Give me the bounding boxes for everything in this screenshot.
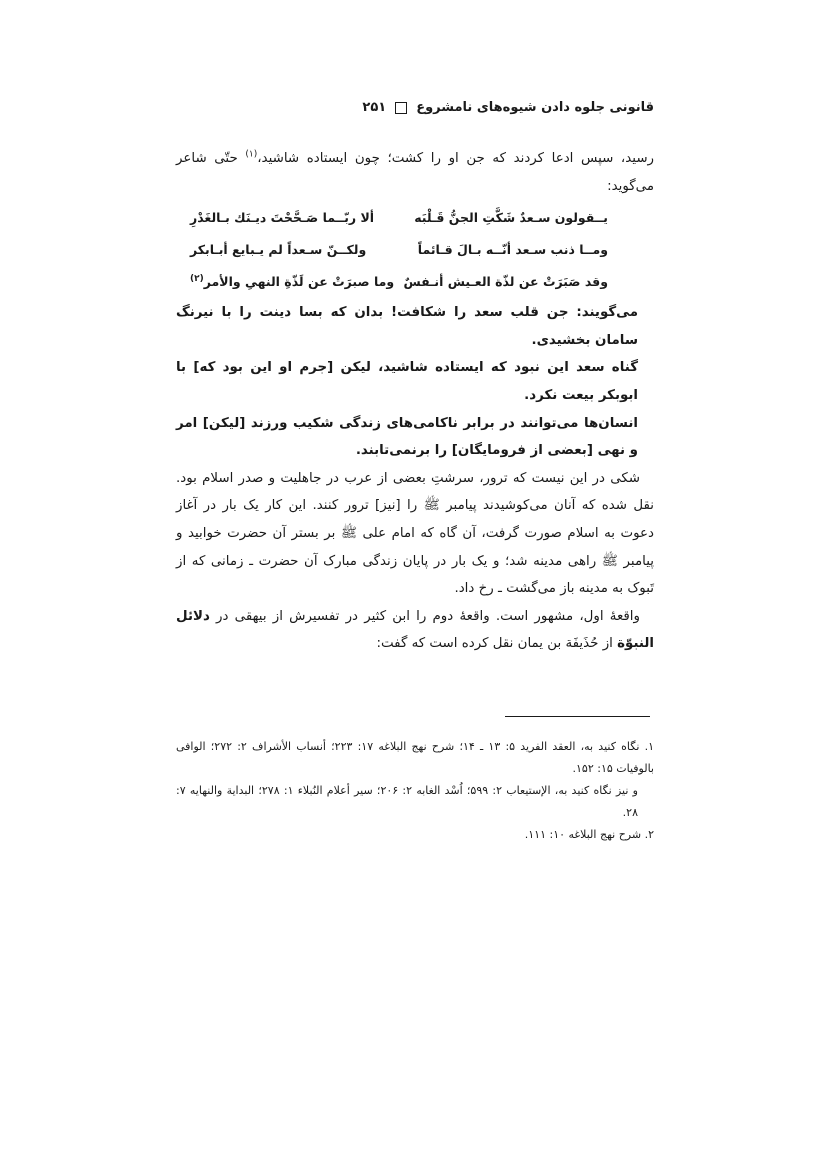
running-title: قانونی جلوه دادن شیوه‌های نامشروع (416, 100, 654, 115)
hemistich-left (190, 268, 394, 296)
paragraph: شکی در این نیست که ترور، سرشتِ بعضی از عرب در جاهلیت و صدر اسلام بود. نقل شده که آنان می‌کوشیدند پیامبر ﷺ را [نیز] ترور کنند. این کار یک بار در آغاز دعوت به اسلام صورت گرفت، آن گاه که امام علی ﷺ بر بستر آن حضرت خوابید و پیامبر ﷺ راهی مدینه شد؛ و یک بار در پایان زندگی مبارک آن حضرت ـ زمانی که از تَبوک به مدینه باز می‌گشت ـ رخ داد. (176, 470, 654, 597)
hemistich-right: یــقولون سـعدٌ شَکَّتِ الجنُّ قَـلْبَه (414, 210, 608, 226)
page-number: ۲۵۱ (362, 100, 387, 115)
poem-verses (176, 204, 654, 296)
paragraph-text: واقعهٔ اول، مشهور است. واقعهٔ دوم را ابن کثیر در تفسیرش از بیهقی در (209, 608, 640, 624)
paragraph-text: از حُذَیفَة بن یمان نقل کرده است که گفت: (376, 636, 618, 652)
hemistich-right: ومــا ذنب سـعد أنّــه بـالَ قـائماً (417, 242, 608, 258)
book-title: دلائل النبوّة (176, 608, 654, 652)
verse-line (176, 204, 654, 232)
hemistich-text: وما صبرَتْ عن لَذّةِ النهیِ والأمر (203, 274, 395, 290)
hemistich-right: وقد صَبَرَتْ عن لذّة العـیش أنـفسٌ (403, 274, 608, 290)
verse-translation: می‌گویند: جن قلب سعد را شکافت! بدان که بسا دینت را با نیرنگ سامان بخشیدی. (176, 305, 638, 348)
footnote: ۱. نگاه کنید به، العقد الفرید ۵: ۱۳ ـ ۱۴؛ شرح نهج البلاغه ۱۷: ۲۲۳؛ أنساب الأشراف ۲: ۲۷۲؛ الوافی بالوفیات ۱۵: ۱۵۲. (176, 740, 655, 775)
running-header (362, 100, 654, 115)
footnote-ref: (۱) (245, 149, 258, 160)
footnote: ۲. شرح نهج البلاغه ۱۰: ۱۱۱. (524, 828, 654, 841)
verse-line (176, 236, 654, 264)
footnote: و نیز نگاه کنید به، الإستیعاب ۲: ۵۹۹؛ اُسْد الغابه ۲: ۲۰۶؛ سیر أعلام النُبلاء ۱: ۲۷۸؛ البدایة والنهایه ۷: ۲۸. (176, 784, 638, 819)
footnote-divider (505, 716, 650, 717)
verse-translation: گناه سعد این نبود که ایستاده شاشید، لیکن [جرم او این بود که] با ابوبکر بیعت نکرد. (176, 360, 638, 403)
hemistich-left: ألا ربّــما صَـحَّحْتَ دیـنَك بـالغَدْرِ (190, 210, 375, 226)
hemistich-left: ولکــنّ سـعداً لم یـبایع أبـابکر (190, 242, 367, 258)
verse-translation: انسان‌ها می‌توانند در برابر ناکامی‌های زندگی شکیب ورزند [لیکن] امر و نهی [بعضی از فرومایگان] را برنمی‌تابند. (176, 415, 638, 459)
paragraph-text: رسید، سپس ادعا کردند که جن او را کشت؛ چون ایستاده شاشید، (257, 151, 654, 166)
main-text (176, 145, 654, 658)
paragraph-text: حتّی شاعر می‌گوید: (176, 151, 654, 194)
verse-line (176, 268, 654, 296)
footnote-ref: (۲) (190, 274, 204, 285)
paragraph (176, 603, 654, 658)
square-bullet-icon (395, 102, 407, 114)
footnotes (176, 736, 654, 846)
paragraph (176, 145, 654, 200)
